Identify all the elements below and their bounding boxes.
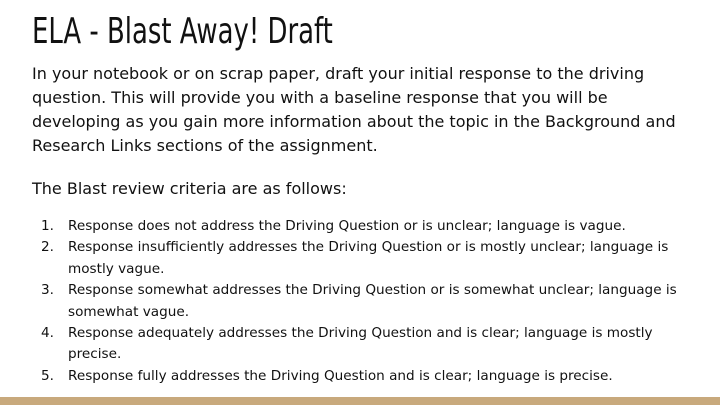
list-item-text: Response insufficiently addresses the Driving Question or is mostly unclear; language is mostly vague. (68, 239, 669, 277)
list-item-text: Response fully addresses the Driving Question and is clear; language is precise. (68, 367, 613, 384)
list-item (32, 323, 680, 366)
list-item-number: 4. (41, 325, 54, 342)
list-item-number: 3. (41, 282, 54, 299)
list-item-text: Response adequately addresses the Driving Question and is clear; language is mostly precise. (68, 325, 653, 363)
list-item-text: Response does not address the Driving Question or is unclear; language is vague. (68, 218, 626, 234)
accent-bar (0, 397, 720, 405)
list-item-number: 2. (41, 239, 54, 256)
list-item (32, 280, 680, 323)
intro-paragraph: In your notebook or on scrap paper, draft your initial response to the driving question. This will provide you with a baseline response that you will be developing as you gain more information about the topic in the Background and Research Links sections of the assignment. (32, 64, 676, 155)
list-item-number: 1. (41, 218, 54, 234)
slide-title: ELA - Blast Away! Draft (32, 11, 333, 52)
list-item (32, 237, 680, 280)
list-item (32, 216, 680, 237)
criteria-list (32, 216, 680, 387)
criteria-label: The Blast review criteria are as follows: (32, 179, 347, 198)
list-item-text: Response somewhat addresses the Driving Question or is somewhat unclear; language is somewhat vague. (68, 282, 677, 320)
list-item-number: 5. (41, 367, 54, 384)
list-item (32, 366, 680, 387)
